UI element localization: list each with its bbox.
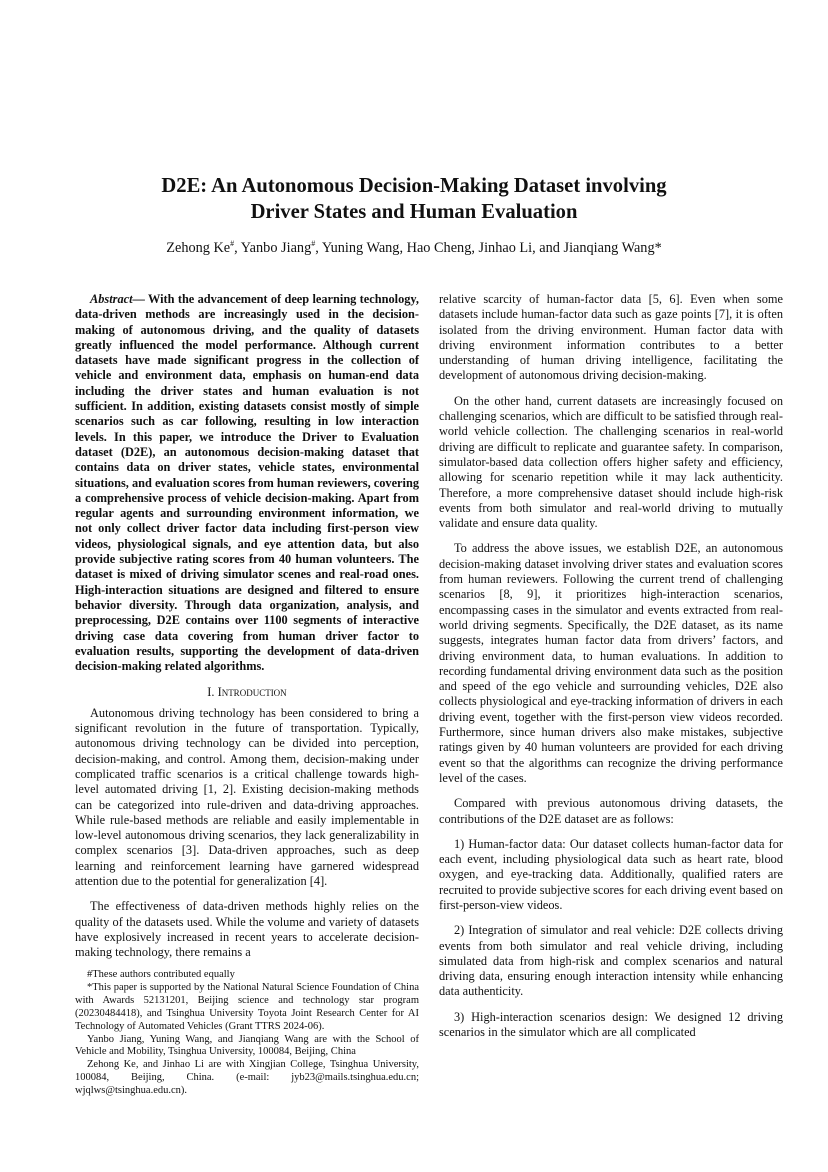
abstract-text: With the advancement of deep learning technology, data-driven methods are increasingly used in the decision-making of autonomous driving, and the quality of datasets greatly influenced the model performance. Although current datasets have made significant progress in the collection of vehicle and environment data, emphasis on human-end data including the driver states and human evaluation is not sufficient. In addition, existing datasets consist mostly of simple scenarios such as car following, resulting in low interaction levels. In this paper, we introduce the Driver to Evaluation dataset (D2E), an autonomous decision-making dataset that contains data on driver states, vehicle states, environmental situations, and evaluation scores from human reviewers, covering a comprehensive process of vehicle decision-making. Apart from regular agents and surrounding environment information, we not only collect driver factor data including first-person view videos, physiological signals, and eye attention data, but also provide subjective rating scores from 40 human volunteers. The dataset is mixed of driving simulator scenes and real-road ones. High-interaction situations are designed and filtered to ensure behavior diversity. Through data organization, analysis, and preprocessing, D2E contains over 1100 segments of interactive driving case data covering from human driver factor to evaluation results, supporting the development of data-driven decision-making related algorithms. <box>75 292 419 674</box>
author: Yuning Wang, <box>321 239 407 256</box>
body-paragraph: The effectiveness of data-driven methods highly relies on the quality of the datasets used. While the volume and variety of datasets have explosively increased in recent years to accelerate decision-making technology, there remains a <box>75 899 419 960</box>
abstract: Abstract— With the advancement of deep learning technology, data-driven methods are increasingly used in the decision-making of autonomous driving, and the quality of datasets greatly influenced the model performance. Although current datasets have made significant progress in the collection of vehicle and environment data, emphasis on human-end data including the driver states and human evaluation is not sufficient. In addition, existing datasets consist mostly of simple scenarios such as car following, resulting in low interaction levels. In this paper, we introduce the Driver to Evaluation dataset (D2E), an autonomous decision-making dataset that contains data on driver states, vehicle states, environmental situations, and evaluation scores from human reviewers, covering a comprehensive process of vehicle decision-making. Apart from regular agents and surrounding environment information, we not only collect driver factor data including first-person view videos, physiological signals, and eye attention data, but also provide subjective rating scores from 40 human volunteers. The dataset is mixed of driving simulator scenes and real-road ones. High-interaction situations are designed and filtered to ensure behavior diversity. Through data organization, analysis, and preprocessing, D2E contains over 1100 segments of interactive driving case data covering from human driver factor to evaluation results, supporting the development of data-driven decision-making related algorithms. <box>75 292 419 674</box>
title-line-2: Driver States and Human Evaluation <box>250 201 578 223</box>
footnote: Zehong Ke, and Jinhao Li are with Xingjian College, Tsinghua University, 100084, Beijing, China. (e-mail: jyb23@mails.tsinghua.edu.cn; wjqlws@tsinghua.edu.cn). <box>75 1059 419 1097</box>
author: Jinhao Li, and <box>478 239 564 256</box>
footnotes <box>75 969 419 1098</box>
section-heading-introduction: I. Introduction <box>207 685 287 700</box>
body-paragraph: To address the above issues, we establish D2E, an autonomous decision-making dataset involving driver states and evaluation scores from human reviewers. Following the current trend of challenging scenarios [8, 9], it prioritizes high-interaction scenarios, encompassing cases in the simulator and events extracted from real-world driving segments. Specifically, the D2E dataset, as its name suggests, integrates human factor data from drivers’ factors, and driving environment data, to human evaluations. In addition to recording fundamental driving environment data such as the position and speed of the ego vehicle and surrounding vehicles, D2E also collects physiological and eye-tracking information of drivers in each driving event, together with the first-person view videos recorded. Furthermore, since human drivers also make mistakes, subjective ratings given by 40 human volunteers are provided for each driving event so that the algorithms can recognize the driving performance level of the cases. <box>439 541 783 785</box>
contribution-item: 3) High-interaction scenarios design: We designed 12 driving scenarios in the simulator which are all complicated <box>439 1009 783 1040</box>
author: Hao Cheng, <box>406 239 479 256</box>
body-paragraph: Compared with previous autonomous driving datasets, the contributions of the D2E dataset are as follows: <box>439 796 783 826</box>
author-list <box>60 235 768 257</box>
body-paragraph: relative scarcity of human-factor data [5, 6]. Even when some datasets include human-factor data such as gaze points [7], it is often isolated from the driving environment. Human factor data with driving environment information contributes to a better understanding of human driving intelligence, facilitating the development of autonomous driving decision-making. <box>439 292 783 383</box>
title-line-1: D2E: An Autonomous Decision-Making Dataset involving <box>161 175 667 197</box>
body-paragraph: Autonomous driving technology has been considered to bring a significant revolution in the future of transportation. Typically, autonomous driving technology can be divided into perception, decision-making, and control. Among them, decision-making under complicated traffic scenarios is a critical challenge towards high-level automated driving [1, 2]. Existing decision-making methods can be categorized into rule-driven and data-driving approaches. While rule-based methods are reliable and easily implementable in low-level autonomous driving scenarios, they lack generalizability in complex scenarios [3]. Data-driven approaches, such as deep learning and reinforcement learning have garnered widespread attention due to the potential for generalization [4]. <box>75 705 419 888</box>
paper-title <box>60 173 768 225</box>
right-column <box>439 292 783 1040</box>
author: Yanbo Jiang#, <box>240 239 322 256</box>
footnote: *This paper is supported by the National Natural Science Foundation of China with Awards 52131201, Beijing science and technology star program (20230484418), and Tsinghua University Toyota Joint Research Center for AI Technology of Automated Vehicles (Grant TTRS 2024-06). <box>75 981 419 1032</box>
abstract-label: Abstract <box>90 292 133 306</box>
author: Zehong Ke#, <box>166 239 241 256</box>
footnote: #These authors contributed equally <box>87 969 235 980</box>
author: Jianqiang Wang* <box>563 239 662 256</box>
body-paragraph: On the other hand, current datasets are increasingly focused on challenging scenarios, which are difficult to be satisfied through real-world vehicle collection. The challenging scenarios in real-world driving are difficult to replicate and guarantee safety. In comparison, simulator-based data collection offers higher safety and efficiency, allowing for scenario repetition while it may lack authenticity. Therefore, a more comprehensive dataset should include high-risk events from both simulator and real-world driving to mutually validate and ensure data quality. <box>439 393 783 531</box>
footnote: Yanbo Jiang, Yuning Wang, and Jianqiang Wang are with the School of Vehicle and Mobility, Tsinghua University, 100084, Beijing, China <box>75 1033 419 1058</box>
left-column <box>75 292 419 960</box>
contribution-item: 1) Human-factor data: Our dataset collects human-factor data for each event, including physiological data such as heart rate, blood oxygen, and eye-tracking data. Additionally, qualified raters are recruited to provide subjective scores for each driving event based on first-person-view videos. <box>439 836 783 912</box>
contribution-item: 2) Integration of simulator and real vehicle: D2E collects driving events from both simulator and real vehicle driving, including simulated data from high-risk and complex scenarios and natural driving data, ensuring enough interaction intensity while enhancing data authenticity. <box>439 923 783 999</box>
